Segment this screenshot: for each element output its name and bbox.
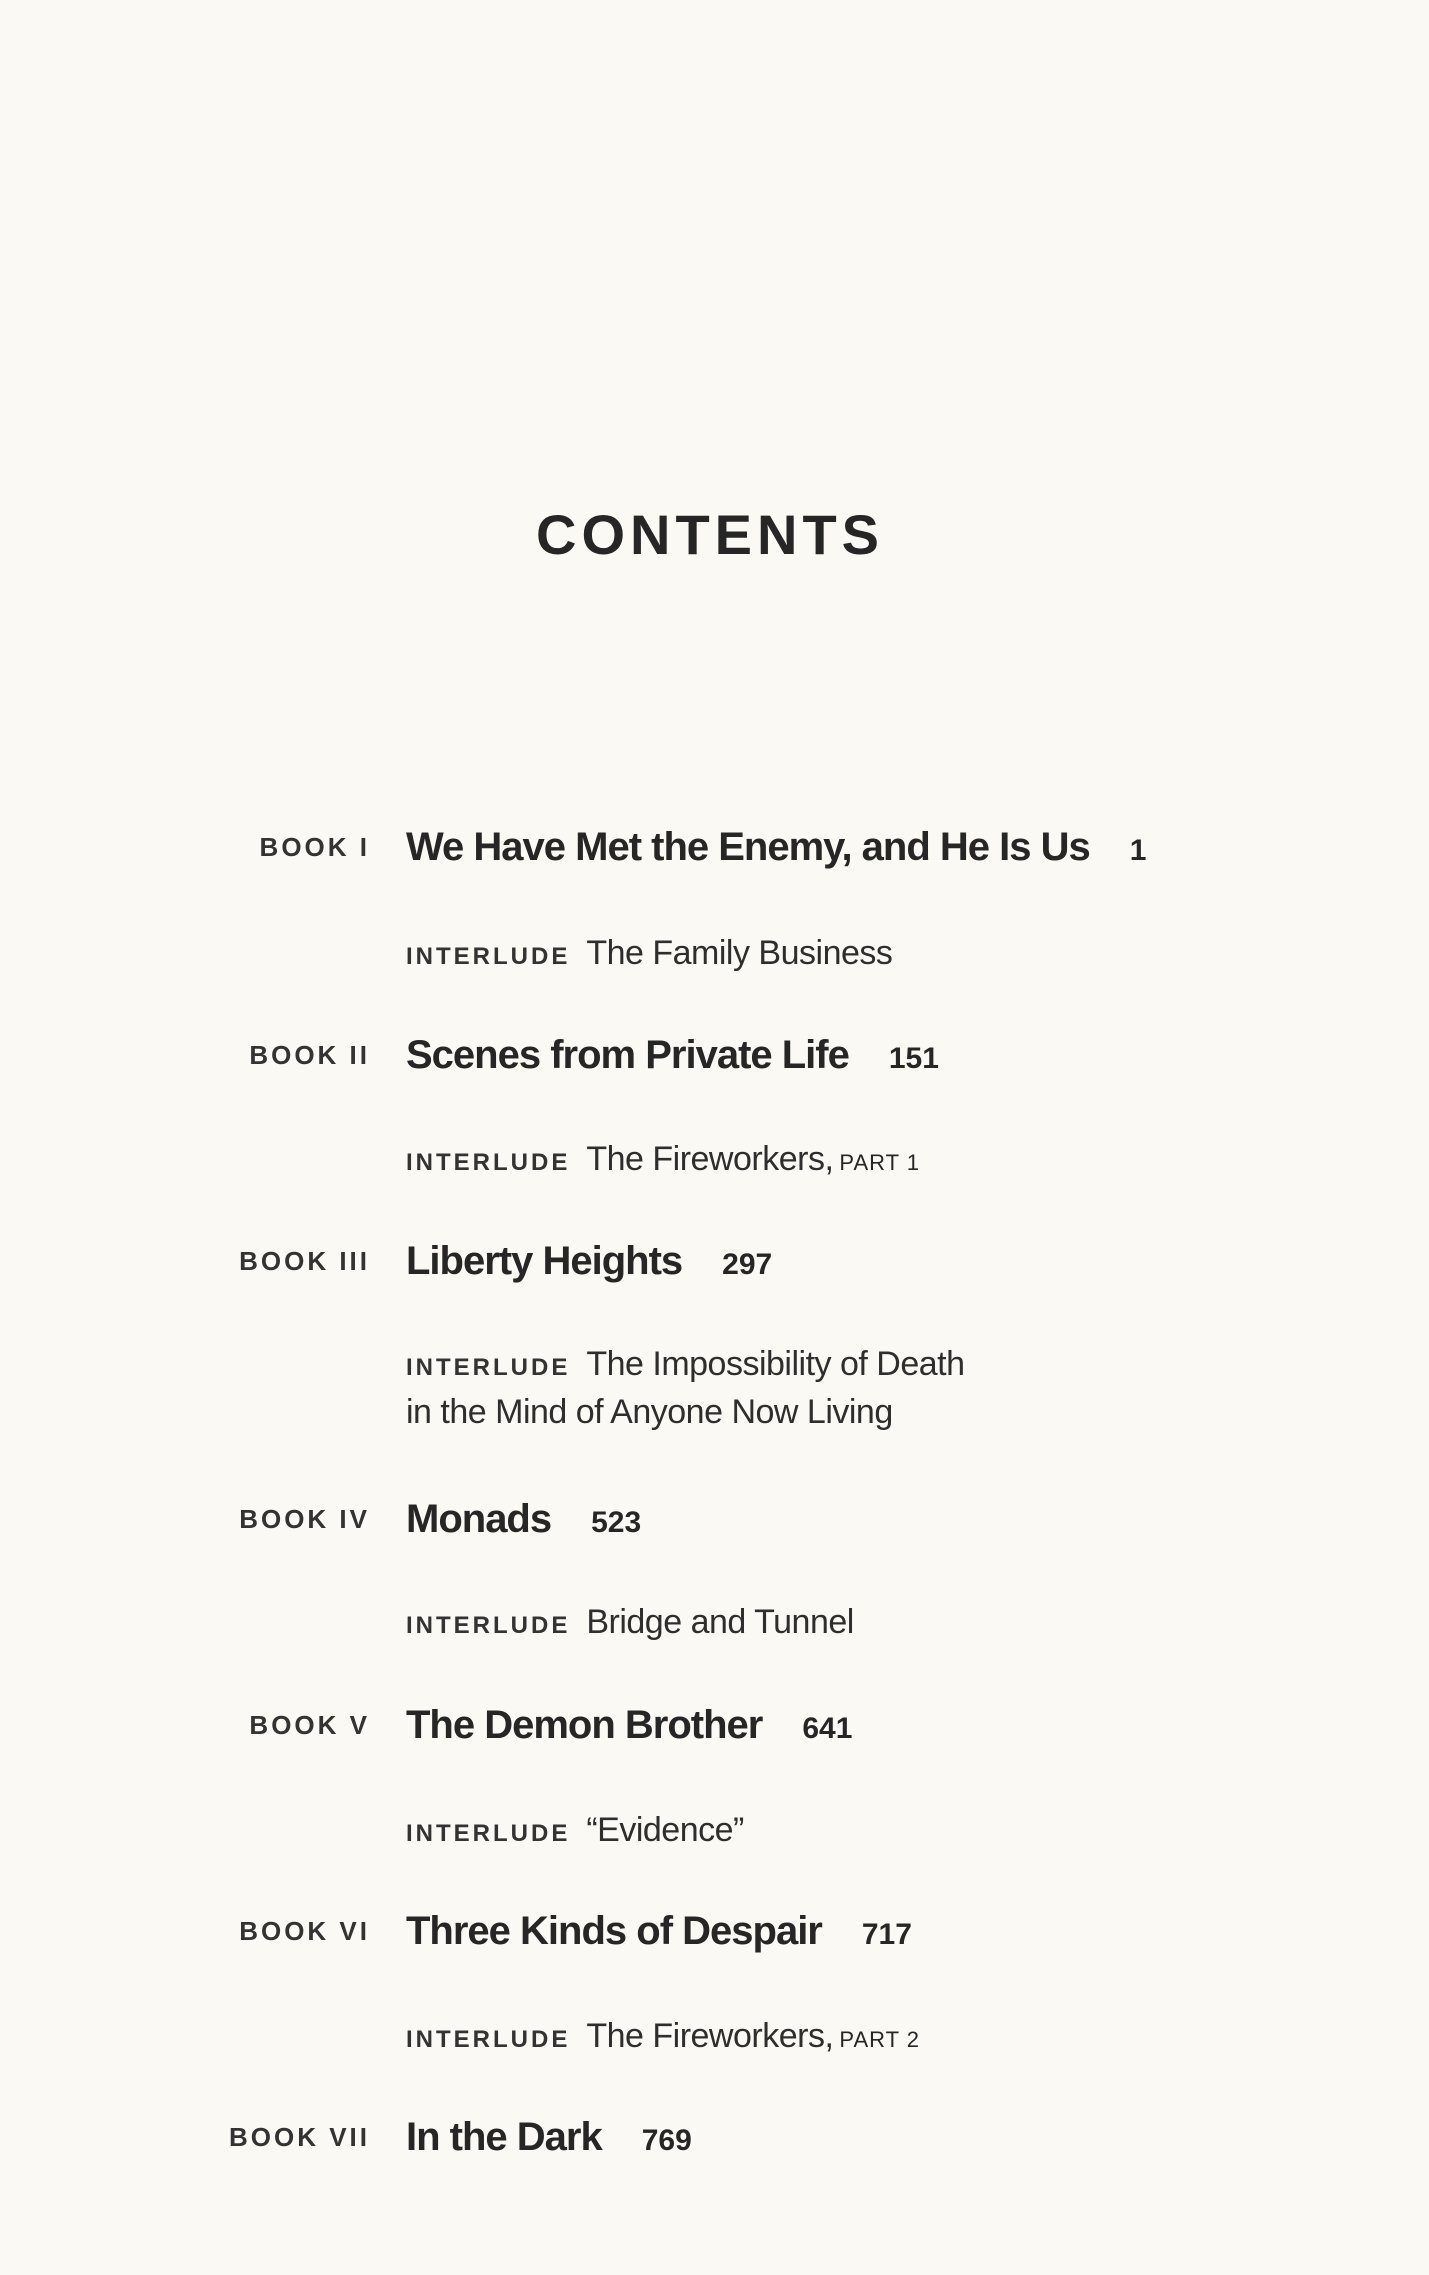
book-title: The Demon Brother <box>406 1702 763 1747</box>
interlude-title: Bridge and Tunnel <box>586 1602 854 1641</box>
toc-interlude-entry[interactable] <box>0 2006 1429 2066</box>
page-number: 641 <box>802 1711 853 1745</box>
interlude-title-continued: in the Mind of Anyone Now Living <box>406 1393 893 1431</box>
page-number: 769 <box>641 2123 692 2157</box>
interlude-label: INTERLUDE <box>406 2025 571 2053</box>
interlude-title: The Fireworkers, <box>586 1139 834 1178</box>
interlude-label: INTERLUDE <box>406 1148 571 1176</box>
toc-interlude-entry[interactable] <box>0 1592 1429 1652</box>
toc-book-entry[interactable] <box>0 1901 1429 1961</box>
toc-book-entry[interactable] <box>0 1489 1429 1549</box>
toc-interlude-entry[interactable] <box>0 923 1429 983</box>
book-title: Scenes from Private Life <box>406 1032 849 1077</box>
interlude-title: “Evidence” <box>586 1810 744 1849</box>
page-number: 523 <box>591 1505 642 1539</box>
interlude-part: PART 2 <box>839 2026 920 2052</box>
book-label: BOOK VI <box>239 1915 370 1946</box>
interlude-title: The Impossibility of Death <box>586 1344 965 1383</box>
interlude-title: The Fireworkers, <box>586 2016 834 2055</box>
toc-interlude-entry[interactable] <box>0 1129 1429 1189</box>
interlude-part: PART 1 <box>839 1149 920 1175</box>
page-number: 151 <box>888 1041 939 1075</box>
book-title: Monads <box>406 1496 552 1541</box>
interlude-title: The Family Business <box>586 933 893 972</box>
toc-book-entry[interactable] <box>0 1231 1429 1291</box>
book-label: BOOK V <box>249 1709 370 1740</box>
page-number: 1 <box>1129 833 1147 867</box>
interlude-label: INTERLUDE <box>406 942 571 970</box>
page-title: CONTENTS <box>536 503 884 566</box>
toc-book-entry[interactable] <box>0 817 1429 877</box>
book-title: Three Kinds of Despair <box>406 1908 822 1953</box>
toc-interlude-entry[interactable] <box>0 1334 1429 1394</box>
page-number: 717 <box>861 1917 912 1951</box>
toc-book-entry[interactable] <box>0 1025 1429 1085</box>
book-label: BOOK IV <box>239 1503 370 1534</box>
page-number: 297 <box>722 1247 773 1281</box>
book-title: We Have Met the Enemy, and He Is Us <box>406 824 1090 869</box>
toc-book-entry[interactable] <box>0 1695 1429 1755</box>
book-label: BOOK III <box>239 1245 370 1276</box>
interlude-label: INTERLUDE <box>406 1353 571 1381</box>
book-label: BOOK I <box>259 831 370 862</box>
interlude-label: INTERLUDE <box>406 1819 571 1847</box>
book-title: In the Dark <box>406 2114 602 2159</box>
book-label: BOOK VII <box>228 2121 370 2152</box>
interlude-label: INTERLUDE <box>406 1611 571 1639</box>
book-label: BOOK II <box>249 1039 370 1070</box>
toc-book-entry[interactable] <box>0 2107 1429 2167</box>
toc-interlude-entry[interactable] <box>0 1800 1429 1860</box>
book-title: Liberty Heights <box>406 1238 683 1283</box>
